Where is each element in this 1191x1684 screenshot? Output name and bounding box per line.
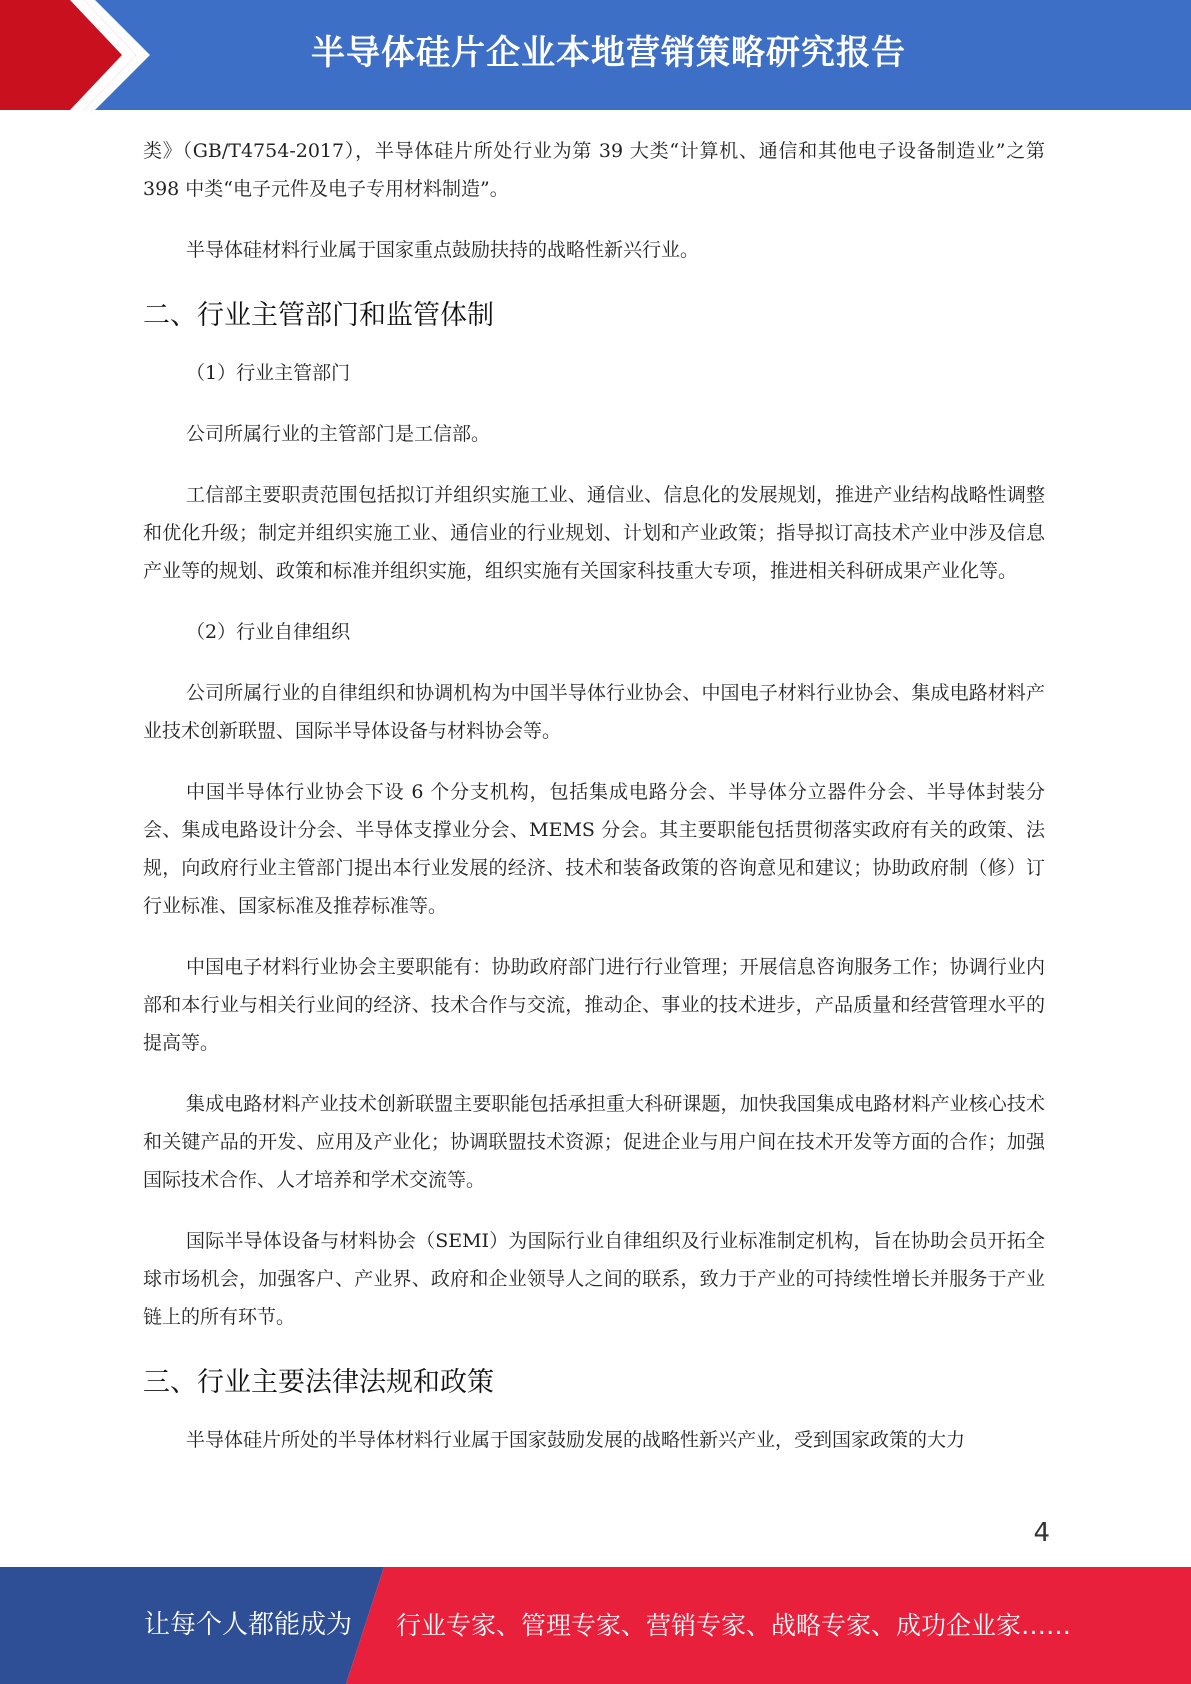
paragraph: 半导体硅片所处的半导体材料行业属于国家鼓励发展的战略性新兴产业，受到国家政策的大力: [186, 1429, 966, 1451]
footer-band: [0, 1567, 1191, 1684]
paragraph: 工信部主要职责范围包括拟订并组织实施工业、通信业、信息化的发展规划，推进产业结构战略性调整和优化升级；制定并组织实施工业、通信业的行业规划、计划和产业政策；指导拟订高技术产业中涉及信息产业等的规划、政策和标准并组织实施，组织实施有关国家科技重大专项，推进相关科研成果产业化等。: [143, 484, 1045, 582]
footer-slogan-left: 让每个人都能成为: [144, 1610, 353, 1640]
report-title: 半导体硅片企业本地营销策略研究报告: [311, 33, 906, 73]
paragraph: 公司所属行业的自律组织和协调机构为中国半导体行业协会、中国电子材料行业协会、集成电路材料产业技术创新联盟、国际半导体设备与材料协会等。: [143, 682, 1045, 742]
paragraph: 中国电子材料行业协会主要职能有：协助政府部门进行行业管理；开展信息咨询服务工作；协调行业内部和本行业与相关行业间的经济、技术合作与交流，推动企、事业的技术进步，产品质量和经营管理水平的提高等。: [143, 956, 1045, 1054]
footer-slogan-right: 行业专家、管理专家、营销专家、战略专家、成功企业家……: [396, 1611, 1072, 1640]
header-band: [0, 0, 1191, 110]
paragraph: 公司所属行业的主管部门是工信部。: [186, 423, 491, 445]
paragraph: 集成电路材料产业技术创新联盟主要职能包括承担重大科研课题，加快我国集成电路材料产业核心技术和关键产品的开发、应用及产业化；协调联盟技术资源；促进企业与用户间在技术开发等方面的合作；加强国际技术合作、人才培养和学术交流等。: [143, 1093, 1045, 1191]
document-body: [143, 132, 1045, 1482]
section-heading: 二、行业主管部门和监管体制: [143, 300, 494, 331]
page-number: 4: [1033, 1518, 1050, 1548]
paragraph: 中国半导体行业协会下设 6 个分支机构，包括集成电路分会、半导体分立器件分会、半导体封装分会、集成电路设计分会、半导体支撑业分会、MEMS 分会。其主要职能包括贯彻落实政府有关的政策、法规，向政府行业主管部门提出本行业发展的经济、技术和装备政策的咨询意见和建议；协助政府制（修）订行业标准、国家标准及推荐标准等。: [143, 781, 1045, 917]
section-heading: 三、行业主要法律法规和政策: [143, 1367, 494, 1398]
subsection-heading: （2）行业自律组织: [186, 621, 351, 643]
paragraph: 国际半导体设备与材料协会（SEMI）为国际行业自律组织及行业标准制定机构，旨在协助会员开拓全球市场机会，加强客户、产业界、政府和企业领导人之间的联系，致力于产业的可持续性增长并服务于产业链上的所有环节。: [143, 1230, 1045, 1328]
paragraph: 类》（GB/T4754-2017），半导体硅片所处行业为第 39 大类“计算机、通信和其他电子设备制造业”之第 398 中类“电子元件及电子专用材料制造”。: [143, 140, 1045, 200]
paragraph: 半导体硅材料行业属于国家重点鼓励扶持的战略性新兴行业。: [186, 239, 700, 261]
subsection-heading: （1）行业主管部门: [186, 362, 351, 384]
